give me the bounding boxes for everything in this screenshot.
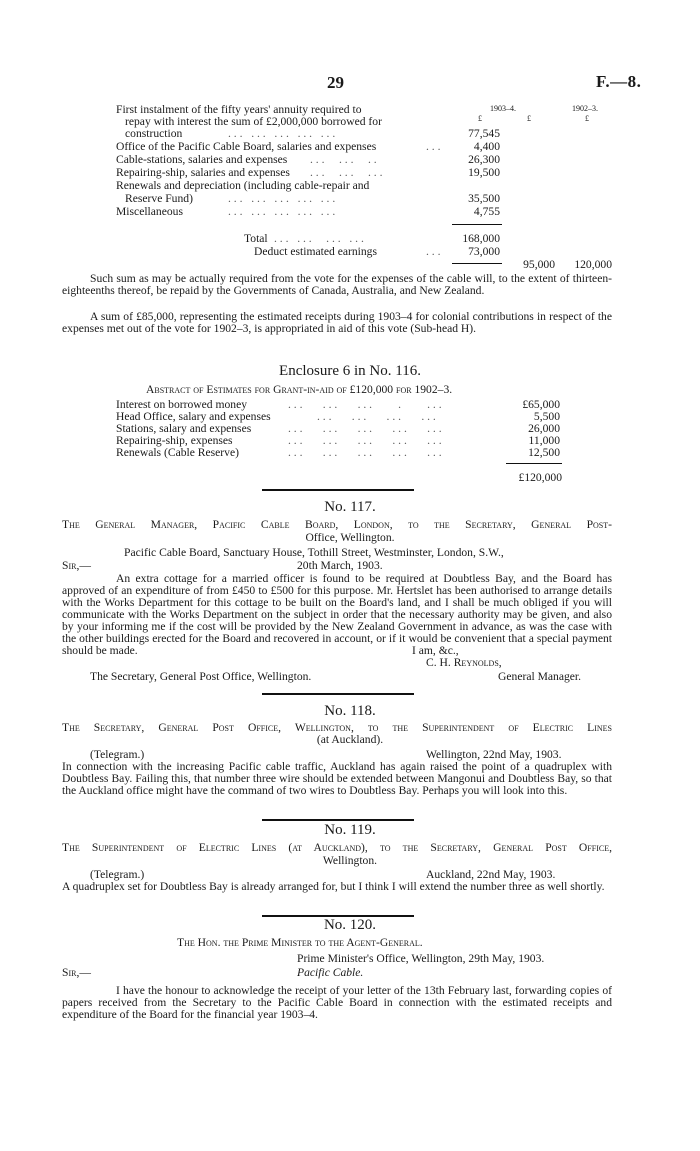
no117-salutation: Sir,— [62,559,91,572]
enclosure-item-5-label: Renewals (Cable Reserve) [116,446,239,459]
enclosure-heading: Enclosure 6 in No. 116. [279,363,421,379]
estimate-item-3-amount: 26,300 [468,153,500,166]
document-reference: F.—8. [596,72,642,91]
estimate-item-1-line2: repay with interest the sum of £2,000,000 borrowed for [125,115,382,128]
no118-date: Wellington, 22nd May, 1903. [426,748,562,761]
no117-location: Pacific Cable Board, Sanctuary House, Tothill Street, Westminster, London, S.W., [124,546,504,559]
deduct-amount: 73,000 [468,245,500,258]
leader-dots: . . . . . . . . . . . . [274,232,364,245]
no117-date: 20th March, 1903. [297,559,383,572]
no118-address-line1: The Secretary, General Post Office, Wellington, to the Superintendent of Electric Lines [62,721,612,734]
no119-date: Auckland, 22nd May, 1903. [426,868,556,881]
section-divider [262,489,414,491]
leader-dots: . . . . . . . . . . . . [288,410,436,423]
column-unit-3: £ [585,114,589,123]
leader-dots: . . . . . . . . . . . . . . . [228,205,336,218]
estimate-item-1-line1: First instalment of the fifty years' annuity required to [116,103,362,116]
total-amount: 168,000 [462,232,500,245]
no118-heading: No. 118. [324,703,376,719]
no120-heading: No. 120. [323,917,377,933]
leader-dots: . . . . . . . . [310,153,377,166]
no118-body: In connection with the increasing Pacific cable traffic, Auckland has again raised the point of a quadruplex with Doubtless Bay. Failing this, that number three wire should be extended between Mangonui and Doubtless Bay, so that the Auckland office might have the command of two wires to Doubtless Bay. Perhaps you will look into this. [62,760,612,797]
column-year-1903: 1903–4. [490,104,516,113]
enclosure-total: £120,000 [518,471,562,484]
leader-dots: . . . . . . . . . . . . . [288,398,442,411]
column-unit-2: £ [527,114,531,123]
enclosure-item-2-label: Head Office, salary and expenses [116,410,271,423]
page-number: 29 [327,73,344,92]
column-year-1902: 1902–3. [572,104,598,113]
estimate-item-5-amount: 35,500 [468,192,500,205]
no117-body: An extra cottage for a married officer is found to be required at Doubtless Bay, and the Board has approved of an expenditure of from £450 to £500 for this purpose. Mr. Hertslet has been authorised to arrange details with the Works Department for this cottage to be built on the Board's land, and I shall be much obliged if you will communicate with the Works Department on the subject in order that the necessary authority may be given, and also by your informing me if the cost will be provided by the New Zealand Government in advance, as was the case with the other buildings erected for the Board and recovered in account, or if it would be convenient that a special payment should be made. [62,572,612,657]
no119-address-line1: The Superintendent of Electric Lines (at Auckland), to the Secretary, General Post Office, [62,841,612,854]
leader-dots: . . . . . . . . . . . . . . . [228,127,336,140]
column-unit-1: £ [478,114,482,123]
estimate-item-1-amount: 77,545 [468,127,500,140]
enclosure-subheading: Abstract of Estimates for Grant-in-aid of £120,000 for 1902–3. [146,383,453,396]
estimate-item-4-amount: 19,500 [468,166,500,179]
estimate-item-2-label: Office of the Pacific Cable Board, salaries and expenses [116,140,377,153]
estimate-item-3-label: Cable-stations, salaries and expenses [116,153,288,166]
estimate-item-5-line1: Renewals and depreciation (including cable-repair and [116,179,370,192]
enclosure-item-4-label: Repairing-ship, expenses [116,434,233,447]
no117-addressee: The Secretary, General Post Office, Wellington. [90,670,312,683]
no119-telegram-label: (Telegram.) [90,868,145,881]
paragraph-repayment: Such sum as may be actually required from the vote for the expenses of the cable will, to the extent of thirteen-eighteenths thereof, be repaid by the Governments of Canada, Australia, and New Zealand. [62,272,612,297]
paragraph-appropriation: A sum of £85,000, representing the estimated receipts during 1903–4 for colonial contributions in respect of the expenses met out of the vote for 1902–3, is appropriated in aid of this vote (Sub-head H). [62,310,612,335]
net-rule [452,263,502,264]
leader-dots: . . . . . . . . . . . . . . . [288,422,442,435]
no117-title: General Manager. [498,670,582,683]
estimate-item-1-line3: construction [125,127,183,140]
no117-address-line2: Office, Wellington. [305,531,395,544]
section-divider [262,693,414,695]
leader-dots: . . . [426,140,441,153]
no120-address: The Hon. the Prime Minister to the Agent-General. [177,936,423,949]
no120-body: I have the honour to acknowledge the receipt of your letter of the 13th February last, forwarding copies of papers received from the Secretary to the Pacific Cable Board in connection with the estimated receipts and expenditure of the Board for the financial year 1903–4. [62,984,612,1021]
no117-signature: C. H. Reynolds, [426,656,502,669]
enclosure-item-4-amount: 11,000 [528,434,560,447]
leader-dots: . . . . . . . . . . . . . . . [228,192,336,205]
no119-body: A quadruplex set for Doubtless Bay is already arranged for, but I think I will extend the number three as well shortly. [62,880,605,893]
no117-closing: I am, &c., [412,644,459,657]
subtotal-rule [452,224,502,225]
no118-address-line2: (at Auckland). [316,733,384,746]
enclosure-item-1-label: Interest on borrowed money [116,398,248,411]
enclosure-item-5-amount: 12,500 [528,446,560,459]
leader-dots: . . . [426,245,441,258]
estimate-item-6-label: Miscellaneous [116,205,183,218]
enclosure-item-3-label: Stations, salary and expenses [116,422,252,435]
enclosure-item-1-amount: £65,000 [522,398,560,411]
leader-dots: . . . . . . . . . [310,166,383,179]
estimate-item-2-amount: 4,400 [473,140,500,153]
leader-dots: . . . . . . . . . . . . . . . [288,434,442,447]
estimate-item-6-amount: 4,755 [473,205,500,218]
leader-dots: . . . . . . . . . . . . . . . [288,446,442,459]
no120-salutation: Sir,— [62,966,91,979]
section-divider [262,819,414,821]
enclosure-item-2-amount: 5,500 [533,410,560,423]
net-amount-1903: 95,000 [523,258,555,271]
estimate-item-4-label: Repairing-ship, salaries and expenses [116,166,290,179]
no119-heading: No. 119. [324,822,376,838]
no120-location: Prime Minister's Office, Wellington, 29th May, 1903. [297,952,545,965]
enclosure-item-3-amount: 26,000 [528,422,560,435]
total-label: Total [244,232,268,245]
net-amount-1902: 120,000 [574,258,612,271]
no120-subject: Pacific Cable. [297,966,364,979]
deduct-label: Deduct estimated earnings [254,245,377,258]
no117-heading: No. 117. [324,499,376,515]
enclosure-total-rule [506,463,562,464]
estimate-item-5-line2: Reserve Fund) [125,192,193,205]
no117-address-line1: The General Manager, Pacific Cable Board, London, to the Secretary, General Post- [62,518,612,531]
no118-telegram-label: (Telegram.) [90,748,145,761]
no119-address-line2: Wellington. [322,854,378,867]
